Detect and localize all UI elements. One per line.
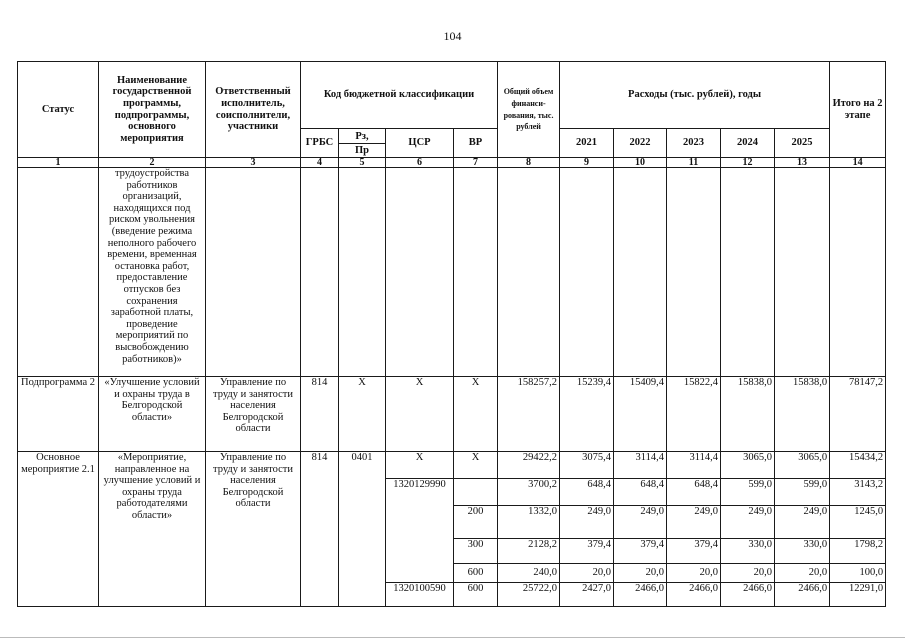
measure-year: 249,0 [667,506,721,539]
measure-stage-total: 100,0 [830,564,886,583]
header-expenses: Расходы (тыс. рублей), годы [560,62,830,129]
column-number: 7 [454,158,498,168]
measure-year: 599,0 [775,479,830,506]
measure-vr [454,479,498,506]
subprogram-row [18,377,886,452]
measure-row [18,452,886,479]
header-year-2021: 2021 [560,129,614,158]
continuation-year-cell [721,168,775,377]
measure-year: 249,0 [721,506,775,539]
column-number: 2 [99,158,206,168]
measure-year: 379,4 [560,539,614,564]
measure-year: 20,0 [614,564,667,583]
measure-total: 1332,0 [498,506,560,539]
subprogram-vr: Х [454,377,498,452]
measure-vr: 600 [454,583,498,607]
header-executor: Ответственный исполнитель, соисполнители, участники [206,62,301,158]
measure-vr: 300 [454,539,498,564]
measure-vr: 600 [454,564,498,583]
header-rz: Рз, [339,130,385,144]
measure-year: 379,4 [667,539,721,564]
continuation-status-cell [18,168,99,377]
subprogram-year-2022: 15409,4 [614,377,667,452]
continuation-vr-cell [454,168,498,377]
subprogram-grbs: 814 [301,377,339,452]
continuation-grbs-cell [301,168,339,377]
continuation-year-cell [560,168,614,377]
measure-year: 3065,0 [721,452,775,479]
measure-year: 249,0 [614,506,667,539]
continuation-name: трудоустройства работников организаций, находящихся под риском увольнения (введение режима неполного рабочего времени, временная остановка работ, предоставление отпусков без сохранения заработной платы, проведение мероприятий по высвобождению работников)» [99,168,206,377]
measure-stage-total: 1245,0 [830,506,886,539]
measure-vr: 200 [454,506,498,539]
measure-year: 3114,4 [667,452,721,479]
header-year-2023: 2023 [667,129,721,158]
measure-total: 240,0 [498,564,560,583]
subprogram-total: 158257,2 [498,377,560,452]
subprogram-csr: Х [386,377,454,452]
column-number: 8 [498,158,560,168]
subprogram-rzpr: Х [339,377,386,452]
column-number: 14 [830,158,886,168]
column-number: 12 [721,158,775,168]
continuation-year-cell [667,168,721,377]
measure-year: 3065,0 [775,452,830,479]
measure-year: 249,0 [560,506,614,539]
column-number: 4 [301,158,339,168]
measure-year: 20,0 [667,564,721,583]
header-csr: ЦСР [386,129,454,158]
measure-year: 20,0 [721,564,775,583]
measure-csr: 1320129990 [386,479,454,583]
continuation-row [18,168,886,377]
header-row [18,62,886,129]
header-total-volume: Общий объем финанси-рования, тыс. рублей [498,62,560,158]
measure-year: 330,0 [721,539,775,564]
subprogram-name: «Улучшение условий и охраны труда в Белгородской области» [99,377,206,452]
measure-year: 3075,4 [560,452,614,479]
measure-executor: Управление по труду и занятости населения Белгородской области [206,452,301,607]
page-number: 104 [443,29,462,43]
header-year-2024: 2024 [721,129,775,158]
column-number: 1 [18,158,99,168]
measure-year: 2466,0 [721,583,775,607]
header-year-2022: 2022 [614,129,667,158]
measure-stage-total: 12291,0 [830,583,886,607]
header-pr: Пр [354,144,369,156]
continuation-rzpr-cell [339,168,386,377]
subprogram-year-2025: 15838,0 [775,377,830,452]
continuation-year-cell [614,168,667,377]
measure-year: 599,0 [721,479,775,506]
measure-vr: Х [454,452,498,479]
header-name: Наименование государственной программы, подпрограммы, основного мероприятия [99,62,206,158]
subprogram-status: Подпрограмма 2 [18,377,99,452]
subprogram-executor: Управление по труду и занятости населения Белгородской области [206,377,301,452]
header-total-stage: Итого на 2 этапе [830,62,886,158]
continuation-csr-cell [386,168,454,377]
measure-year: 249,0 [775,506,830,539]
measure-stage-total: 1798,2 [830,539,886,564]
continuation-executor-cell [206,168,301,377]
measure-status: Основное мероприятие 2.1 [18,452,99,607]
measure-total: 2128,2 [498,539,560,564]
measure-year: 20,0 [775,564,830,583]
measure-year: 2466,0 [614,583,667,607]
measure-name: «Мероприятие, направленное на улучшение условий и охраны труда работодателями области» [99,452,206,607]
measure-year: 2466,0 [667,583,721,607]
subprogram-stage-total: 78147,2 [830,377,886,452]
measure-rzpr: 0401 [339,452,386,607]
measure-year: 379,4 [614,539,667,564]
scan-edge-line [0,637,905,638]
header-rzpr [339,129,386,158]
column-number: 11 [667,158,721,168]
continuation-total-cell [498,168,560,377]
continuation-stage-cell [830,168,886,377]
header-grbs: ГРБС [301,129,339,158]
column-number: 5 [339,158,386,168]
measure-year: 648,4 [667,479,721,506]
column-number: 9 [560,158,614,168]
measure-total: 29422,2 [498,452,560,479]
measure-year: 648,4 [560,479,614,506]
continuation-year-cell [775,168,830,377]
column-number: 3 [206,158,301,168]
measure-year: 20,0 [560,564,614,583]
column-number-row [18,158,886,168]
measure-year: 3114,4 [614,452,667,479]
measure-year: 330,0 [775,539,830,564]
column-number: 6 [386,158,454,168]
column-number: 10 [614,158,667,168]
measure-stage-total: 15434,2 [830,452,886,479]
column-number: 13 [775,158,830,168]
measure-csr: 1320100590 [386,583,454,607]
subprogram-year-2021: 15239,4 [560,377,614,452]
measure-total: 25722,0 [498,583,560,607]
measure-stage-total: 3143,2 [830,479,886,506]
budget-table [17,61,886,607]
subprogram-year-2023: 15822,4 [667,377,721,452]
measure-year: 2427,0 [560,583,614,607]
header-budget-code: Код бюджетной классификации [301,62,498,129]
measure-total: 3700,2 [498,479,560,506]
subprogram-year-2024: 15838,0 [721,377,775,452]
measure-csr: Х [386,452,454,479]
measure-year: 648,4 [614,479,667,506]
measure-grbs: 814 [301,452,339,607]
header-year-2025: 2025 [775,129,830,158]
header-vr: ВР [454,129,498,158]
measure-year: 2466,0 [775,583,830,607]
header-status: Статус [18,62,99,158]
